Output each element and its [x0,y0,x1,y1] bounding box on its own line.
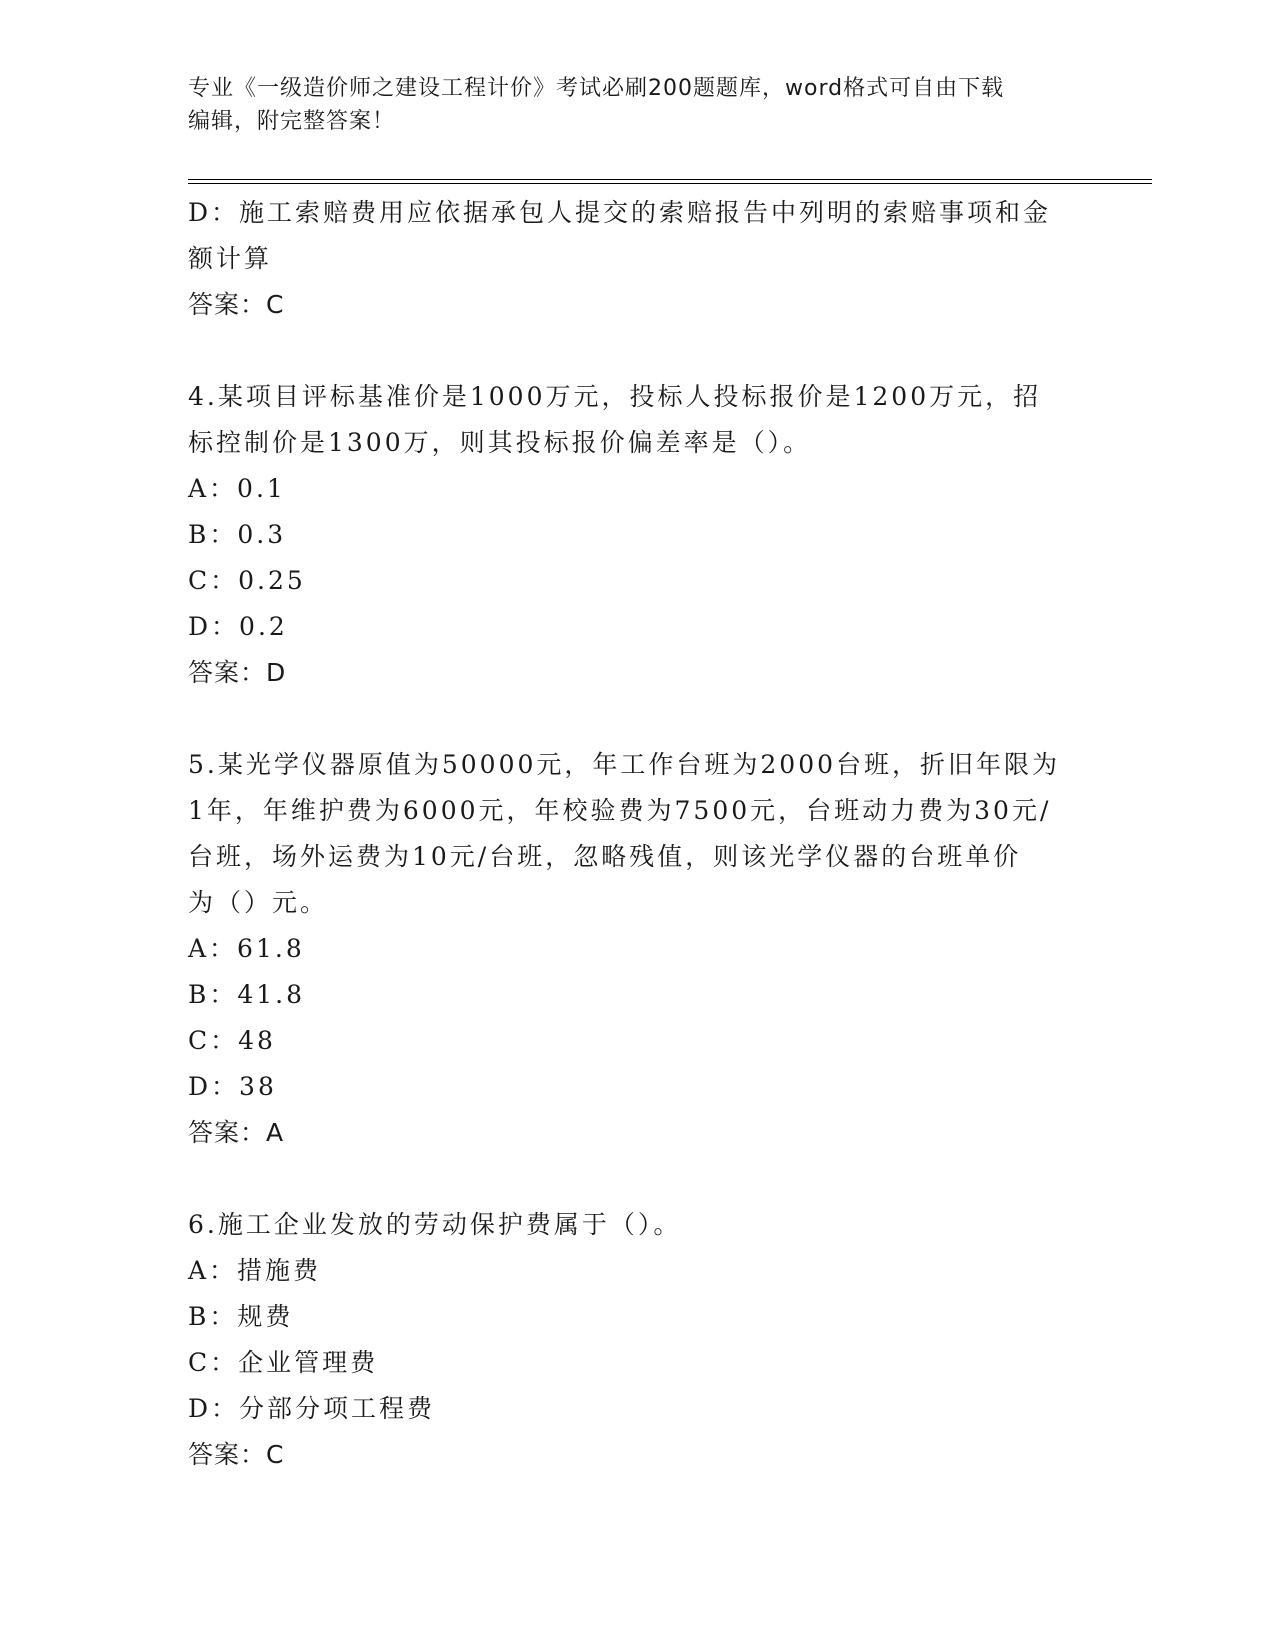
spacer [188,1156,1068,1202]
option-b: B：41.8 [188,980,306,1009]
question-block-4 [188,374,1068,696]
question-block-prev [188,190,1068,328]
question-block-5 [188,742,1068,1156]
option-b: B：规费 [188,1302,294,1331]
option-d: D：38 [188,1072,277,1101]
option-d: D：施工索赔费用应依据承包人提交的索赔报告中列明的索赔事项和金 [188,198,1052,227]
answer-label: 答案：C [188,290,285,319]
question-stem: 6.施工企业发放的劳动保护费属于（）。 [188,1210,682,1239]
option-c: C：企业管理费 [188,1348,379,1377]
spacer [188,696,1068,742]
question-stem: 5.某光学仪器原值为50000元，年工作台班为2000台班，折旧年限为 [188,750,1061,779]
header-line-2: 编辑，附完整答案！ [188,109,396,134]
header-line-1: 专业《一级造价师之建设工程计价》考试必刷200题题库，word格式可自由下载 [188,76,1005,101]
option-b: B：0.3 [188,520,287,549]
document-body [188,190,1068,1478]
answer-label: 答案：A [188,1118,285,1147]
header-divider-top [188,179,1152,180]
question-stem-continued: 为（）元。 [188,888,329,917]
question-stem-continued: 台班，场外运费为10元/台班，忽略残值，则该光学仪器的台班单价 [188,842,1022,871]
answer-label: 答案：D [188,658,287,687]
question-block-6 [188,1202,1068,1478]
question-stem: 4.某项目评标基准价是1000万元，投标人投标报价是1200万元，招 [188,382,1042,411]
option-d-continued: 额计算 [188,244,273,273]
question-stem-continued: 1年，年维护费为6000元，年校验费为7500元，台班动力费为30元/ [188,796,1052,825]
page-header [188,72,1068,138]
question-stem-continued: 标控制价是1300万，则其投标报价偏差率是（）。 [188,428,812,457]
header-divider-bottom [188,183,1152,184]
answer-label: 答案：C [188,1440,285,1469]
option-a: A：措施费 [188,1256,322,1285]
option-a: A：0.1 [188,474,286,503]
option-a: A：61.8 [188,934,305,963]
option-d: D：0.2 [188,612,288,641]
option-c: C：48 [188,1026,276,1055]
option-c: C：0.25 [188,566,306,595]
option-d: D：分部分项工程费 [188,1394,436,1423]
spacer [188,328,1068,374]
